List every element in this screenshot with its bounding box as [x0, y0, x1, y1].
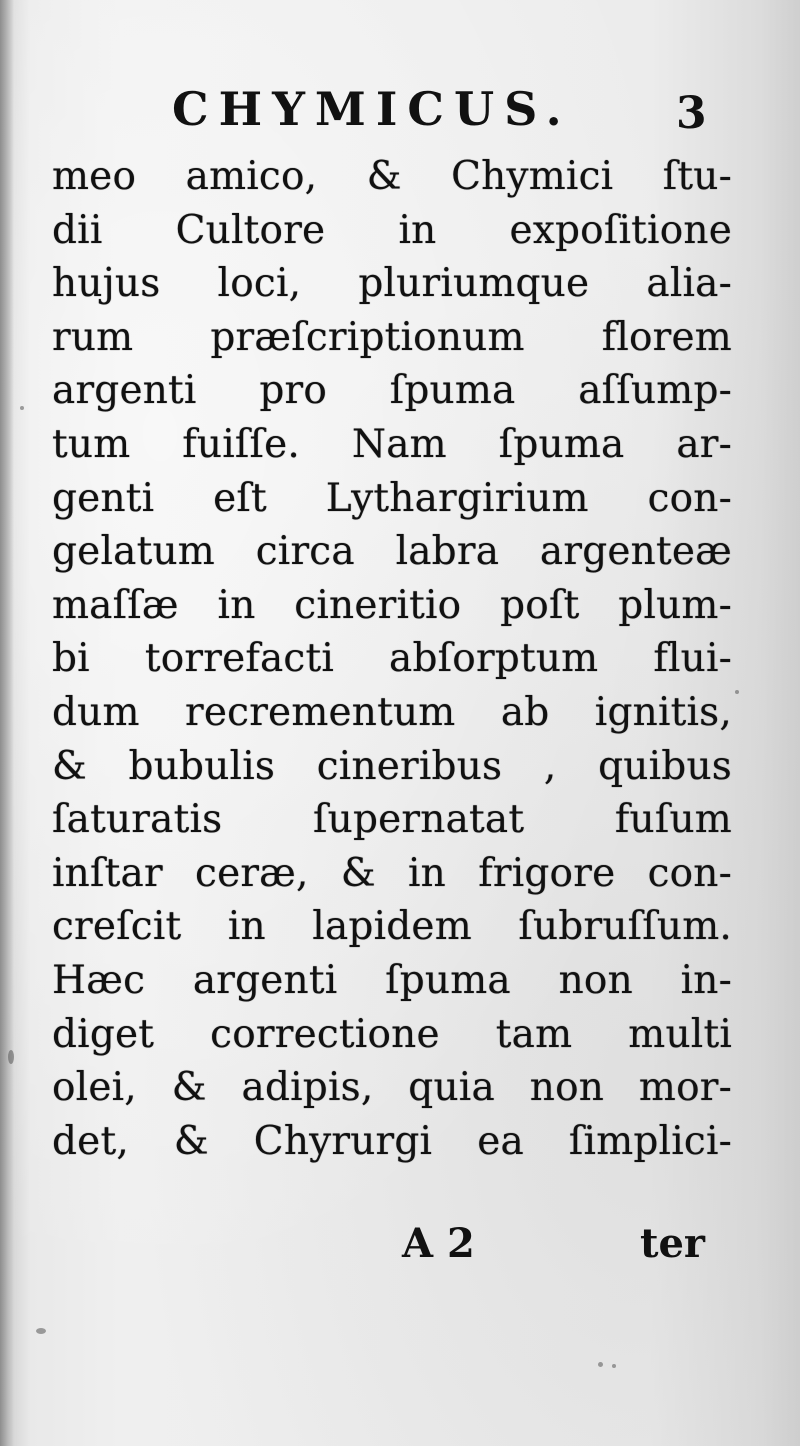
signature-mark: A 2 [402, 1220, 475, 1267]
body-text [52, 150, 732, 1168]
ink-speck [612, 1364, 616, 1368]
page-number: 3 [676, 88, 707, 139]
text-line: bi torrefacti abſorptum flui- [52, 636, 732, 682]
text-line: det, & Chyrurgi ea ſimplici- [52, 1118, 732, 1164]
text-line: diget correctione tam multi [52, 1011, 732, 1057]
text-line: & bubulis cineribus , quibus [52, 743, 732, 789]
ink-speck [36, 1328, 46, 1334]
text-line: maſſæ in cineritio poſt plum- [52, 582, 732, 628]
ink-speck [598, 1362, 603, 1367]
text-line: olei, & adipis, quia non mor- [52, 1065, 732, 1111]
text-line: genti eſt Lythargirium con- [52, 475, 732, 521]
text-line: gelatum circa labra argenteæ [52, 529, 732, 575]
catchword: ter [640, 1220, 705, 1267]
ink-speck [8, 1050, 14, 1064]
text-line: hujus loci, pluriumque alia- [52, 261, 732, 307]
text-line: inſtar ceræ, & in frigore con- [52, 850, 732, 896]
text-line: dii Cultore in expoſitione [52, 207, 732, 253]
ink-speck [735, 690, 739, 694]
text-line: rum præſcriptionum florem [52, 314, 732, 360]
text-line: meo amico, & Chymici ſtu- [52, 154, 732, 199]
ink-speck [20, 406, 24, 410]
text-line: dum recrementum ab ignitis, [52, 689, 732, 735]
text-line: argenti pro ſpuma aſſump- [52, 368, 732, 414]
catchline [0, 1220, 800, 1270]
text-line: tum fuiſſe. Nam ſpuma ar- [52, 421, 732, 467]
text-line: ſaturatis ſupernatat fuſum [52, 797, 732, 843]
running-head [0, 82, 800, 142]
text-line: creſcit in lapidem ſubruſſum. [52, 904, 732, 950]
text-line: Hæc argenti ſpuma non in- [52, 957, 732, 1003]
running-title: CHYMICUS. [172, 82, 572, 136]
